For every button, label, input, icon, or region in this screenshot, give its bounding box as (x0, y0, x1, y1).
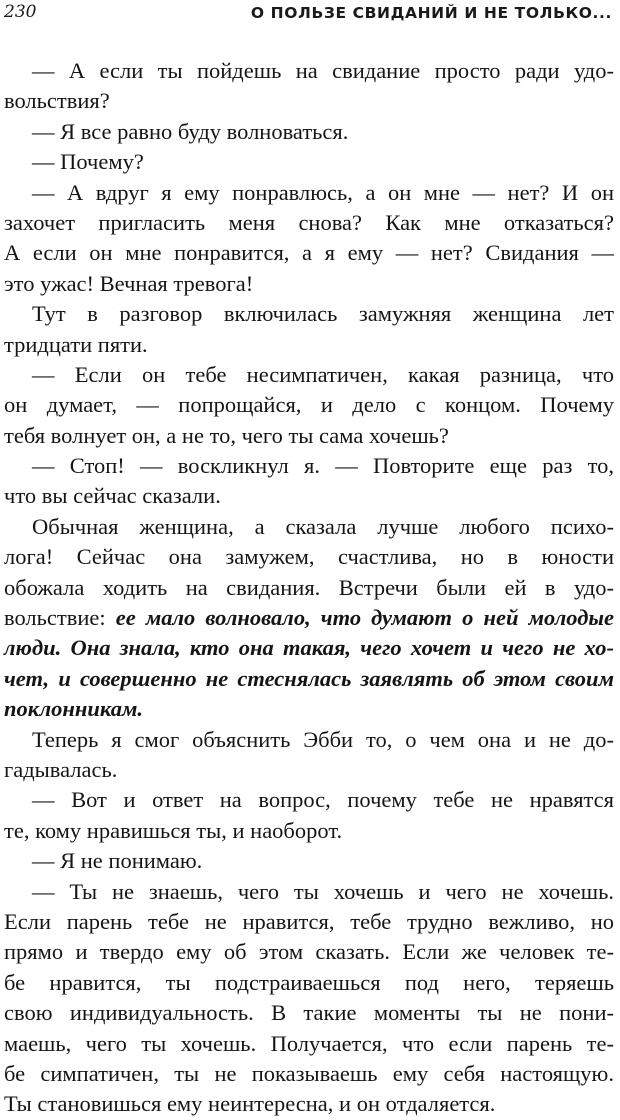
text-line (4, 1089, 614, 1119)
text-line (4, 603, 614, 633)
text-line (4, 968, 614, 998)
text-line-content: это ужас! Вечная тревога! (4, 270, 254, 296)
text-line (4, 117, 614, 147)
text-line-content: тридцати пяти. (4, 331, 148, 357)
text-line-content: обожала ходить на свидания. Встречи были ей в удо- (4, 574, 614, 600)
text-line (4, 330, 614, 360)
text-line-content: А если он мне понравится, а я ему — нет? Свидания — (4, 240, 614, 266)
text-line-content: прямо и твердо ему об этом сказать. Если же человек те- (4, 939, 614, 965)
text-line-content: — Стоп! — воскликнул я. — Повторите еще раз то, (32, 453, 614, 479)
text-line (4, 481, 614, 511)
text-line-content: что вы сейчас сказали. (4, 483, 221, 509)
text-line (4, 633, 614, 663)
text-line (4, 360, 614, 390)
text-line-content: — А вдруг я ему понравлюсь, а он мне — нет? И он (32, 179, 614, 205)
text-line (4, 785, 614, 815)
text-line-content: — А если ты пойдешь на свидание просто ради удо- (32, 58, 614, 83)
text-line (4, 998, 614, 1028)
text-line (4, 877, 614, 907)
text-line-content: — Я не понимаю. (32, 848, 203, 874)
text-line-content: лога! Сейчас она замужем, счастлива, но в юности (4, 544, 614, 570)
text-line (4, 238, 614, 268)
text-line (4, 755, 614, 785)
running-title: О ПОЛЬЗЕ СВИДАНИЙ И НЕ ТОЛЬКО... (250, 4, 612, 22)
text-line (4, 1029, 614, 1059)
text-line (4, 512, 614, 542)
text-line (4, 56, 614, 86)
text-line (4, 816, 614, 846)
page-header (4, 0, 612, 30)
text-line-content: бе нравится, ты подстраиваешься под него, теряешь (4, 969, 614, 995)
text-line-content: Тут в разговор включилась замужняя женщина лет (32, 301, 614, 327)
text-line (4, 846, 614, 876)
text-line-content: — Ты не знаешь, чего ты хочешь и чего не хочешь. (32, 878, 614, 904)
text-line (4, 664, 614, 694)
text-line (4, 299, 614, 329)
text-line (4, 573, 614, 603)
text-line (4, 421, 614, 451)
text-line-content: он думает, — попрощайся, и дело с концом. Почему (4, 392, 614, 418)
text-line (4, 208, 614, 238)
text-line-content: вольствие: (4, 605, 116, 631)
text-line (4, 269, 614, 299)
text-line-content: Теперь я смог объяснить Эбби то, о чем она и не до- (32, 726, 614, 752)
text-line-content: Если парень тебе не нравится, тебе трудно вежливо, но (4, 908, 614, 934)
text-line-content: — Я все равно буду волноваться. (32, 118, 349, 144)
text-line-content: — Если он тебе несимпатичен, какая разница, что (32, 361, 614, 387)
text-line-content: тебя волнует он, а не то, чего ты сама хочешь? (4, 422, 449, 448)
body-text (4, 56, 614, 1120)
text-line-content: Ты становишься ему неинтересна, и он отдаляется. (4, 1091, 496, 1117)
text-line-content: Обычная женщина, а сказала лучше любого психо- (32, 513, 614, 539)
text-line-content: бе симпатичен, ты не показываешь ему себя настоящую. (4, 1060, 614, 1086)
text-line (4, 725, 614, 755)
italic-emphasis: поклонникам. (4, 696, 144, 722)
text-line (4, 147, 614, 177)
text-line (4, 1059, 614, 1089)
text-line-content: те, кому нравишься ты, и наоборот. (4, 817, 343, 843)
italic-emphasis: чет, и совершенно не стеснялась заявлять об этом своим (4, 665, 614, 691)
text-line (4, 86, 614, 116)
text-line (4, 542, 614, 572)
text-line-content: — Вот и ответ на вопрос, почему тебе не нравятся (32, 787, 614, 813)
italic-emphasis: люди. Она знала, кто она такая, чего хочет и чего не хо- (4, 635, 614, 661)
text-line-content: захочет пригласить меня снова? Как мне отказаться? (4, 209, 614, 235)
text-line-content: свою индивидуальность. В такие моменты ты не пони- (4, 1000, 614, 1026)
page-number: 230 (4, 2, 37, 22)
text-line (4, 937, 614, 967)
text-line-content: маешь, чего ты хочешь. Получается, что если парень те- (4, 1030, 614, 1056)
text-line (4, 694, 614, 724)
text-line-content: гадывалась. (4, 756, 118, 782)
text-line (4, 178, 614, 208)
text-line-content: вольствия? (4, 88, 110, 114)
text-line (4, 907, 614, 937)
text-line (4, 390, 614, 420)
text-line-content: — Почему? (32, 149, 144, 175)
text-line (4, 451, 614, 481)
italic-emphasis: ее мало волновало, что думают о ней молодые (115, 605, 614, 631)
